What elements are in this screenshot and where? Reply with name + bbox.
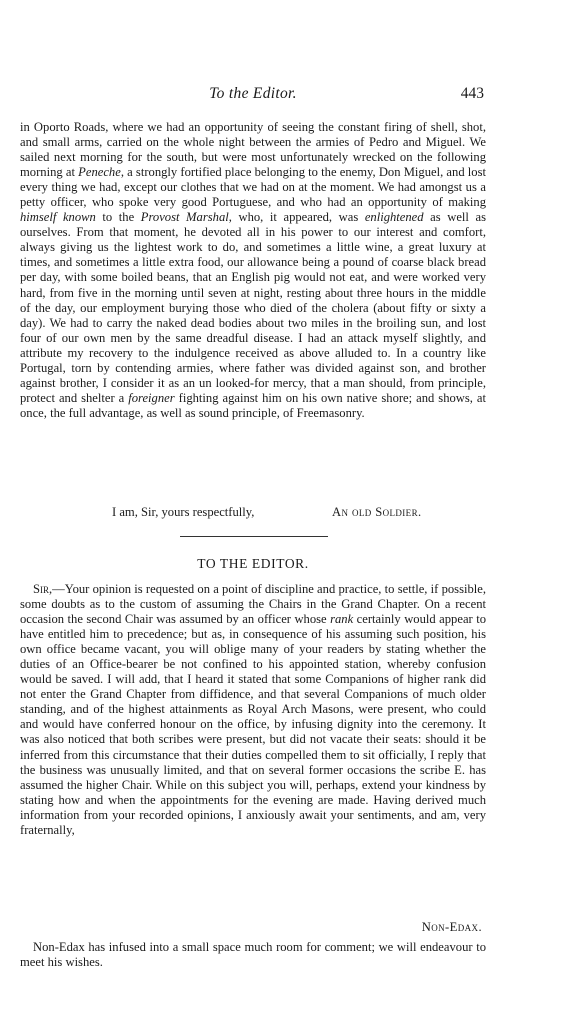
letter-one-signoff (20, 505, 486, 521)
closing-line: I am, Sir, yours respectfully, (112, 505, 255, 519)
editor-note-paragraph: Non-Edax has infused into a small space much room for comment; we will endeavour to meet his wishes. (20, 940, 486, 970)
section-divider (180, 536, 328, 537)
section-heading: TO THE EDITOR. (197, 556, 309, 571)
italic-word: foreigner (128, 390, 175, 405)
letter-two-body (20, 582, 486, 838)
letter-two-signoff (20, 920, 486, 936)
italic-word: rank (330, 612, 354, 627)
text-run: in Oporto Roads, where we had an opportunity of seeing the constant firing of shell, shot, and small arms, carried on the whole night between the armies of Pedro and Miguel. We sailed next morning for the south, but were most unfortunately wrecked on the following morning at (20, 120, 486, 180)
text-run: as well as ourselves. From that moment, he devoted all in his power to our interest and comfort, always giving us the lightest work to do, and sometimes a little wine, a great luxury at times, and sometimes a little extra food, our allowance being a pound of coarse black bread per day, with some boiled beans, that an English pig would not eat, and were worked very hard, from five in the morning until seven at night, resting about three hours in the middle of the day, our employment burying those who died of the cholera (about fifty or sixty a day). We had to carry the naked dead bodies about two miles in the broiling sun, and lost four of our own men by the same dreadful disease. I had an attack myself slightly, and attribute my recovery to the indulgence received as above alluded to. In a country like Portugal, torn by contending armies, where father was divided against son, and brother against brother, I consider it as an un looked-for mercy, that a man should, from principle, protect and shelter a (20, 210, 486, 405)
italic-title: Provost Marshal (140, 210, 229, 225)
letter-two-paragraph (20, 582, 486, 838)
text-run: —Your opinion is requested on a point of discipline and practice, to settle, if possible, some doubts as to the custom of assuming the Chairs in the Grand Chapter. On a recent occasion the second Chair was assumed by an officer whose (20, 582, 486, 627)
text-run: certainly would appear to have entitled him to precedence; but as, in consequence of his assuming such position, his own office became vacant, you will oblige many of your readers by stating whether the duties of an Office-bearer be not confined to his appointed station, whereby confusion would be saved. I will add, that I heard it stated that some Companions of higher rank did not enter the Grand Chapter from diffidence, and that several Companions of much older standing, and of the highest attainments as Royal Arch Masons, were present, who could and would have conferred honour on the office, by infusing dignity into the ceremony. It was also noticed that both scribes were present, but did not vacate their seats: should it be inferred from this circumstance that their duties compelled them to sit officially, I reply that the business was unusually limited, and that on several former occasions the scribe E. has assumed the higher Chair. While on this subject you will, perhaps, extend your kindness by stating how and when the appointments for the evening are made. Having derived much information from your recorded opinions, I anxiously await your sentiments, and am, very fraternally, (20, 612, 486, 837)
salutation: Sir, (33, 582, 53, 596)
text-run: , a strongly fortified place belonging to the enemy, Don Miguel, and lost every thing we had, except our clothes that we had on at the moment. We had amongst us a petty officer, who spoke very good Portuguese, and who had an opportunity of making (20, 165, 487, 210)
running-head (20, 85, 486, 107)
italic-place-name: Peneche (78, 165, 121, 180)
letter-one-body (20, 120, 486, 421)
text-run: , who, it appeared, was (228, 210, 365, 225)
page-number: 443 (460, 85, 484, 102)
letter-one-paragraph (20, 120, 486, 421)
running-title: To the Editor. (209, 85, 297, 102)
text-run: to the (95, 210, 141, 225)
italic-word: enlightened (364, 210, 424, 225)
editor-note (20, 940, 486, 970)
signature: Non-Edax. (421, 920, 482, 934)
text-run: fighting against him on his own native shore; and shows, at once, the full advantage, as well as sound principle, of Freemasonry. (20, 390, 486, 420)
signature: An old Soldier. (332, 505, 422, 519)
italic-phrase: himself known (20, 210, 96, 225)
